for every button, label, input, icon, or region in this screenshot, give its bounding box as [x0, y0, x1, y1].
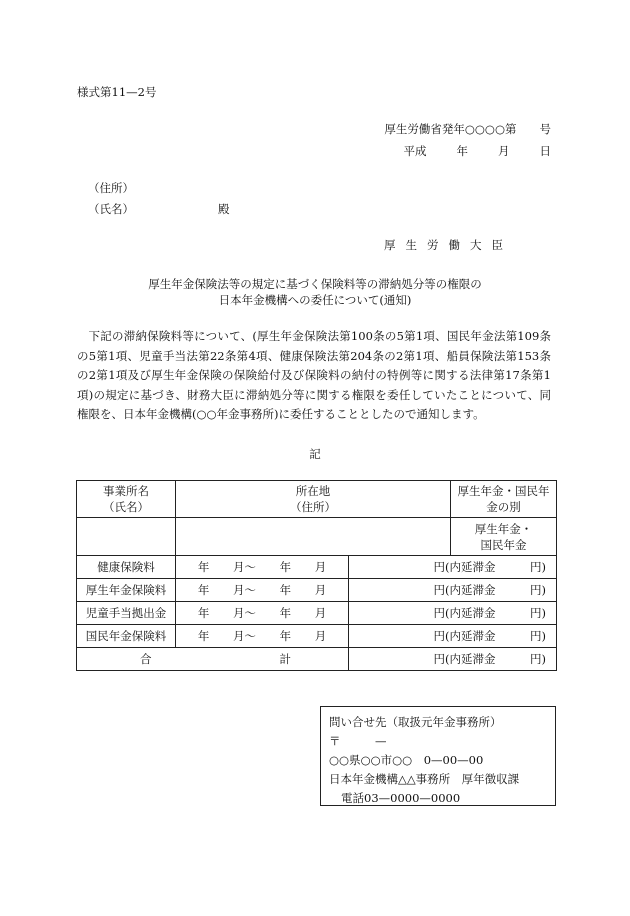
issue-date	[404, 143, 552, 159]
period-cell: 年 月～ 年 月	[176, 625, 349, 648]
contact-heading: 問い合せ先（取扱元年金事務所）	[329, 715, 502, 729]
period-cell: 年 月～ 年 月	[176, 556, 349, 579]
table-row	[77, 625, 557, 648]
ki-heading: 記	[309, 447, 321, 461]
amount-cell: 円(内延滞金 円)	[349, 625, 557, 648]
office-name-header: 事業所名 （氏名）	[77, 481, 176, 518]
amount-cell: 円(内延滞金 円)	[349, 556, 557, 579]
contact-box	[320, 706, 556, 806]
period-cell: 年 月～ 年 月	[176, 602, 349, 625]
table-row	[77, 556, 557, 579]
recipient-honorific: 殿	[218, 202, 230, 216]
table-row	[77, 579, 557, 602]
recipient-name-label: （氏名）	[88, 202, 134, 216]
office-name-cell	[77, 518, 176, 556]
title-line-1: 厚生年金保険法等の規定に基づく保険料等の滞納処分等の権限の	[148, 277, 482, 291]
form-number: 様式第11—2号	[77, 85, 157, 99]
contact-postal: 〒 —	[329, 734, 387, 748]
row-label: 児童手当拠出金	[77, 602, 176, 625]
table-row	[77, 602, 557, 625]
date-month: 月	[498, 144, 510, 158]
row-label: 健康保険料	[77, 556, 176, 579]
total-amount-cell: 円(内延滞金 円)	[349, 648, 557, 671]
row-label: 国民年金保険料	[77, 625, 176, 648]
pension-type-cell: 厚生年金・ 国民年金	[451, 518, 557, 556]
table-entry-row	[77, 518, 557, 556]
period-cell: 年 月～ 年 月	[176, 579, 349, 602]
body-paragraph: 下記の滞納保険料等について、(厚生年金保険法第100条の5第1項、国民年金法第109条の5第1項、児童手当法第22条第4項、健康保険法第204条の2第1項、船員保険法第153条の2第1項及び厚生年金保険の保険給付及び保険料の納付の特例等に関する法律第17条第1項)の規定に基づき、財務大臣に滞納処分等に関する権限を委任していたことについて、同権限を、日本年金機構(○○年金事務所)に委任することとしたので通知します。	[77, 329, 551, 421]
date-year: 年	[456, 144, 468, 158]
contact-phone: 電話03—0000—0000	[341, 791, 461, 805]
location-header: 所在地 （住所）	[176, 481, 451, 518]
total-label: 合 計	[77, 648, 349, 671]
contact-office: 日本年金機構△△事務所 厚年徴収課	[329, 772, 520, 786]
amount-cell: 円(内延滞金 円)	[349, 579, 557, 602]
arrears-table	[76, 480, 557, 671]
amount-cell: 円(内延滞金 円)	[349, 602, 557, 625]
issue-number: 厚生労働省発年○○○○第 号	[384, 122, 551, 136]
date-day: 日	[539, 144, 551, 158]
row-label: 厚生年金保険料	[77, 579, 176, 602]
title-line-2: 日本年金機構への委任について(通知)	[218, 293, 412, 307]
table-header-row	[77, 481, 557, 518]
pension-type-header: 厚生年金・国民年 金の別	[451, 481, 557, 518]
date-era: 平成	[403, 144, 427, 158]
recipient-address-label: （住所）	[88, 181, 134, 195]
location-cell	[176, 518, 451, 556]
table-total-row	[77, 648, 557, 671]
sender-minister: 厚生労働大臣	[384, 238, 513, 252]
document-title	[0, 276, 630, 308]
contact-address: ○○県○○市○○ 0—00—00	[329, 753, 484, 767]
